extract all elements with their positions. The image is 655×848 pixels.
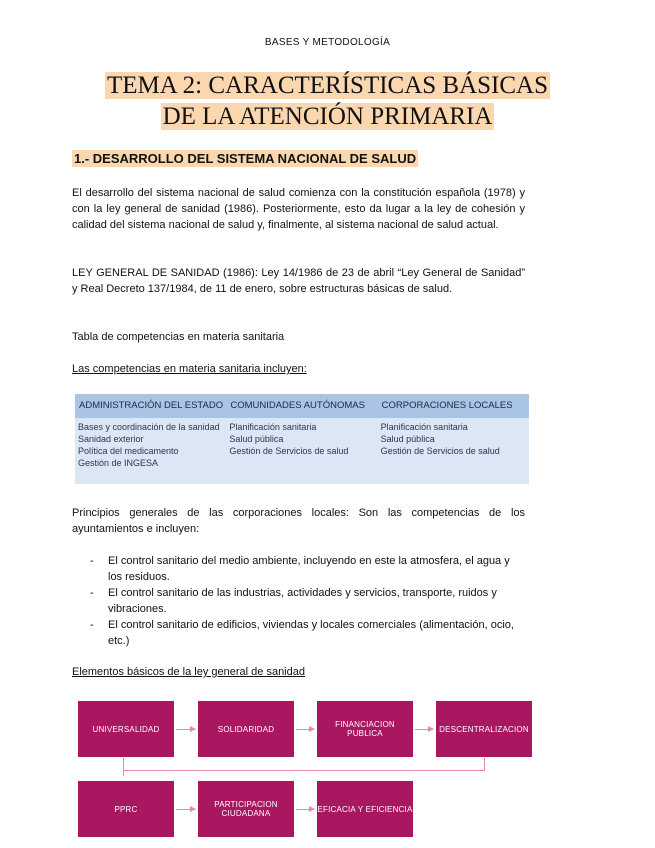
paragraph-principios: Principios generales de las corporaciones locales: Son las competencias de los ayuntamientos e incluyen: bbox=[72, 507, 525, 535]
flow-arrow bbox=[296, 729, 314, 730]
table-cell: Política del medicamento bbox=[78, 446, 179, 456]
paragraph-competencias: Las competencias en materia sanitaria incluyen: bbox=[72, 363, 307, 375]
table-header-cell: ADMINISTRACIÓN DEL ESTADO bbox=[79, 400, 224, 411]
bullet-list bbox=[90, 553, 526, 649]
table-col-corporaciones bbox=[378, 418, 529, 469]
table-cell: Planificación sanitaria bbox=[229, 422, 317, 432]
flow-arrow bbox=[176, 809, 195, 810]
table-cell: Salud pública bbox=[380, 434, 435, 444]
flow-box-financiacion: FINANCIACION PUBLICA bbox=[317, 701, 413, 757]
paragraph-ley-general: LEY GENERAL DE SANIDAD (1986): Ley 14/1986 de 23 de abril “Ley General de Sanidad” y Real Decreto 137/1984, de 11 de enero, sobre estructuras básicas de salud. bbox=[72, 267, 525, 295]
flow-box-participacion: PARTICIPACION CIUDADANA bbox=[198, 781, 294, 837]
list-item: - El control sanitario del medio ambiente, incluyendo en este la atmosfera, el agua y los residuos. bbox=[90, 553, 526, 585]
flow-box-descentralizacion: DESCENTRALIZACION bbox=[436, 701, 532, 757]
table-col-estado bbox=[75, 418, 226, 469]
paragraph-table-caption: Tabla de competencias en materia sanitaria bbox=[72, 331, 285, 343]
competencias-table bbox=[75, 394, 529, 484]
flow-arrow bbox=[176, 729, 195, 730]
paragraph-intro: El desarrollo del sistema nacional de salud comienza con la constitución española (1978) y con la ley general de sanidad (1986). Posteriormente, esto da lugar a la ley de cohesión y calidad del sistema nacional de salud y, finalmente, al sistema nacional de salud actual. bbox=[72, 187, 525, 231]
flow-arrow bbox=[296, 809, 314, 810]
list-item: - El control sanitario de edificios, viviendas y locales comerciales (alimentación, ocio, etc.) bbox=[90, 617, 526, 649]
section-heading: 1.- DESARROLLO DEL SISTEMA NACIONAL DE SALUD bbox=[74, 151, 417, 166]
flow-arrow bbox=[415, 729, 433, 730]
title-line-1: TEMA 2: CARACTERÍSTICAS BÁSICAS bbox=[106, 72, 549, 99]
table-cell: Sanidad exterior bbox=[78, 434, 144, 444]
table-cell: Planificación sanitaria bbox=[380, 422, 468, 432]
table-body-row bbox=[75, 418, 529, 469]
table-cell: Gestión de Servicios de salud bbox=[229, 446, 349, 456]
flow-box-pprc: PPRC bbox=[78, 781, 174, 837]
paragraph-elementos: Elementos básicos de la ley general de sanidad bbox=[72, 666, 305, 678]
table-cell: Gestión de INGESA bbox=[78, 458, 159, 468]
flow-box-solidaridad: SOLIDARIDAD bbox=[198, 701, 294, 757]
title-line-2: DE LA ATENCIÓN PRIMARIA bbox=[162, 103, 493, 130]
flow-box-eficacia: EFICACIA Y EFICIENCIA bbox=[317, 781, 413, 837]
table-cell: Bases y coordinación de la sanidad bbox=[78, 422, 220, 432]
table-cell: Salud pública bbox=[229, 434, 284, 444]
page-title bbox=[0, 70, 655, 132]
flow-box-universalidad: UNIVERSALIDAD bbox=[78, 701, 174, 757]
table-header-row bbox=[75, 394, 529, 418]
flow-connector-down bbox=[123, 770, 124, 776]
flow-connector bbox=[123, 758, 485, 771]
table-cell: Gestión de Servicios de salud bbox=[380, 446, 500, 456]
table-header-cell: CORPORACIONES LOCALES bbox=[381, 400, 513, 411]
list-item: - El control sanitario de las industrias, actividades y servicios, transporte, ruidos y vibraciones. bbox=[90, 585, 526, 617]
table-header-cell: COMUNIDADES AUTÓNOMAS bbox=[230, 400, 365, 411]
table-col-comunidades bbox=[226, 418, 377, 469]
page-header: BASES Y METODOLOGÍA bbox=[264, 37, 391, 48]
